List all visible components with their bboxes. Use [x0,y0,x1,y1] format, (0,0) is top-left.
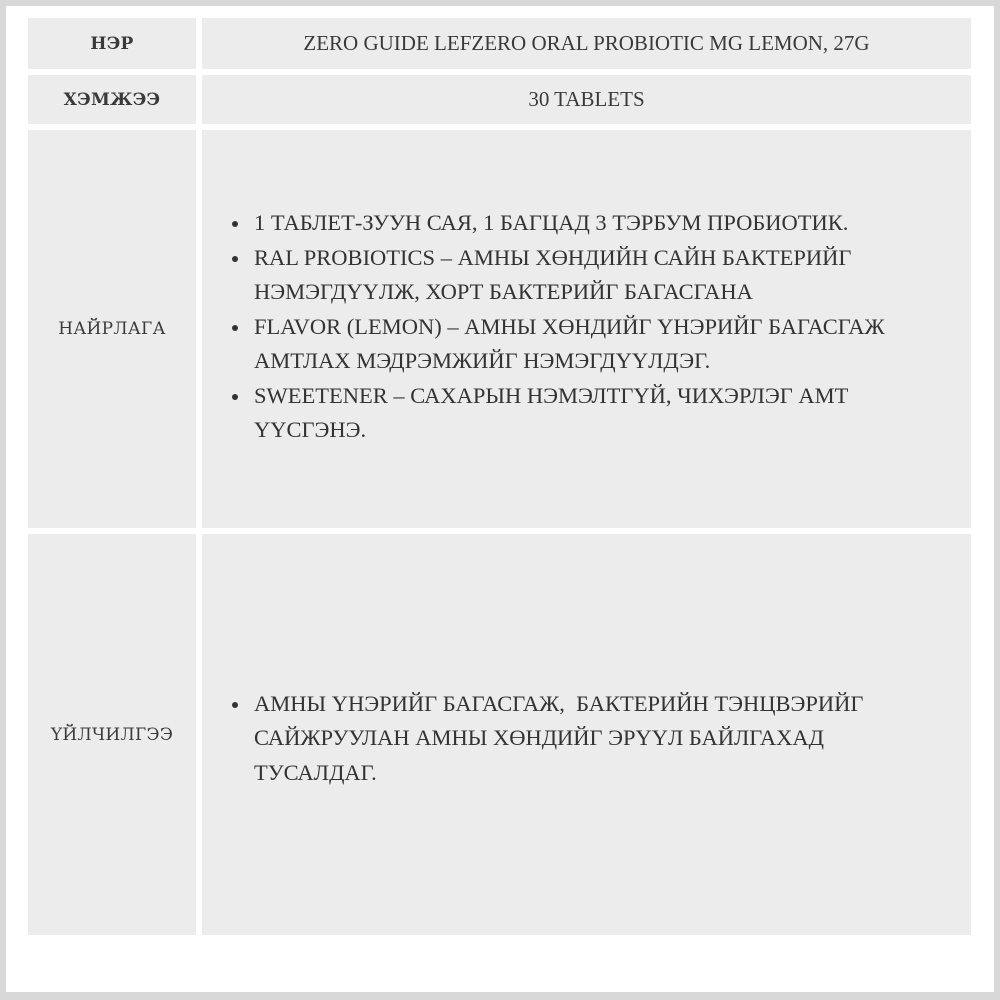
row-name-value-cell [202,18,971,69]
effects-list [202,687,971,791]
row-name-label-cell [28,18,196,69]
ingredients-list [202,206,971,448]
size-label: ХЭМЖЭЭ [63,89,161,110]
row-size-value-cell [202,75,971,124]
effects-label: ҮЙЛЧИЛГЭЭ [50,724,174,745]
row-effects-label-cell [28,534,196,935]
name-label: НЭР [90,33,134,54]
list-item: 1 ТАБЛЕТ-ЗУУН САЯ, 1 БАГЦАД 3 ТЭРБУМ ПРОБИОТИК. [254,206,971,241]
list-item: АМНЫ ҮНЭРИЙГ БАГАСГАЖ, БАКТЕРИЙН ТЭНЦВЭРИЙГ САЙЖРУУЛАН АМНЫ ХӨНДИЙГ ЭРҮҮЛ БАЙЛГАХАД ТУСАЛДАГ. [254,687,971,791]
row-size-label-cell [28,75,196,124]
list-item: SWEETENER – САХАРЫН НЭМЭЛТГҮЙ, ЧИХЭРЛЭГ АМТ ҮҮСГЭНЭ. [254,379,971,448]
product-size: 30 TABLETS [528,87,645,111]
list-item: FLAVOR (LEMON) – АМНЫ ХӨНДИЙГ ҮНЭРИЙГ БАГАСГАЖ АМТЛАХ МЭДРЭМЖИЙГ НЭМЭГДҮҮЛДЭГ. [254,310,971,379]
list-item: RAL PROBIOTICS – АМНЫ ХӨНДИЙН САЙН БАКТЕРИЙГ НЭМЭГДҮҮЛЖ, ХОРТ БАКТЕРИЙГ БАГАСГАНА [254,241,971,310]
ingredients-label: НАЙРЛАГА [58,319,166,339]
product-name: ZERO GUIDE LEFZERO ORAL PROBIOTIC MG LEMON, 27G [303,31,870,55]
row-ingredients-value-cell [202,130,971,528]
row-effects-value-cell [202,534,971,935]
row-ingredients-label-cell [28,130,196,528]
